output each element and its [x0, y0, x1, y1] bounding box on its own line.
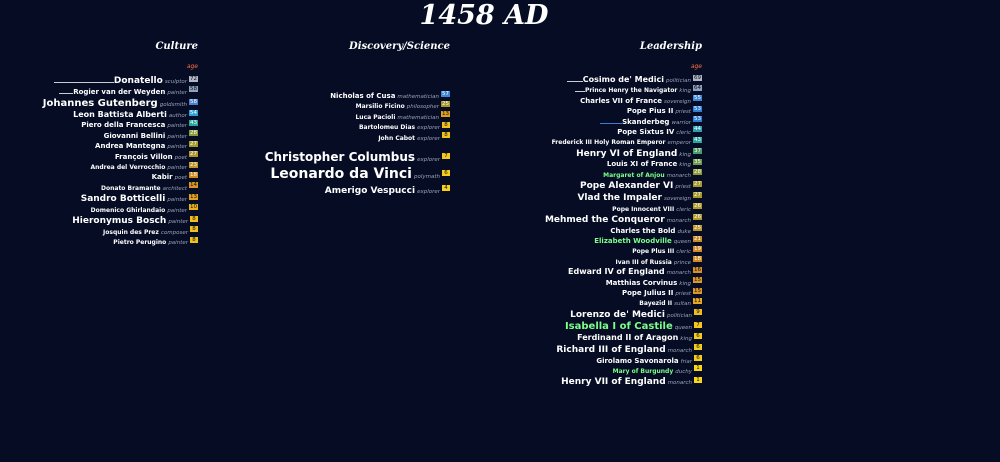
age-badge: 28	[190, 130, 197, 137]
person-name[interactable]: Piero della Francesca	[81, 121, 166, 130]
age-badge: 8	[442, 132, 450, 138]
person-role: monarch	[666, 217, 691, 224]
person-role: polymath	[413, 173, 440, 180]
person-name[interactable]: Edward IV of England	[568, 267, 665, 277]
person-row	[0, 128, 198, 138]
person-name[interactable]: Frederick III Holy Roman Emperor	[551, 139, 666, 147]
person-role: sculptor	[164, 79, 187, 85]
person-name[interactable]: Richard III of England	[556, 344, 666, 355]
person-role: author	[168, 113, 187, 120]
age-badge: 54	[190, 109, 197, 116]
person-name[interactable]: Ferdinand II of Aragon	[577, 333, 679, 343]
age-badge: 9	[694, 309, 702, 315]
person-role: mathematician	[397, 114, 439, 121]
person-row	[0, 180, 198, 190]
person-name[interactable]: Kabir	[151, 173, 173, 182]
person-role: explorer	[417, 125, 440, 132]
person-row	[200, 148, 450, 164]
person-name[interactable]: Giovanni Bellini	[103, 131, 166, 140]
person-role: goldsmith	[159, 102, 187, 109]
column-header: Leadership	[639, 41, 702, 52]
person-name[interactable]: Mehmed the Conqueror	[544, 214, 665, 225]
age-badge: 11	[694, 297, 701, 304]
age-badge: 25	[694, 225, 701, 232]
person-row	[0, 138, 198, 151]
person-role: emperor	[667, 140, 691, 147]
person-row	[460, 114, 702, 124]
person-name[interactable]: Margaret of Anjou	[603, 171, 665, 179]
person-name[interactable]: Bartolomeu Dias	[358, 124, 416, 132]
person-row	[200, 109, 450, 119]
age-badge: 53	[694, 116, 701, 123]
person-role: king	[679, 88, 691, 95]
person-name[interactable]: Hieronymus Bosch	[72, 216, 167, 227]
person-name[interactable]: Luca Pacioli	[355, 113, 396, 121]
person-name[interactable]: Leon Battista Alberti	[73, 110, 167, 120]
page-title: 1458 AD	[419, 0, 549, 31]
person-name[interactable]: Amerigo Vespucci	[324, 185, 416, 196]
age-badge: 8	[190, 216, 198, 222]
person-name[interactable]: Sandro Botticelli	[80, 194, 166, 205]
person-role: duke	[677, 228, 691, 235]
person-name[interactable]: Bayezid II	[639, 300, 673, 308]
person-role: poet	[174, 154, 187, 161]
person-name[interactable]: Pope Alexander VI	[579, 181, 674, 192]
person-name[interactable]: Rogier van der Weyden	[73, 87, 166, 96]
column-leadership	[460, 40, 702, 388]
person-name[interactable]: Pope Innocent VIII	[612, 205, 675, 213]
person-name[interactable]: Johannes Gutenberg	[42, 98, 158, 110]
person-name[interactable]: Pietro Perugino	[113, 239, 167, 247]
age-badge: 13	[190, 193, 197, 200]
age-badge: 6	[694, 344, 702, 350]
person-role: queen	[673, 239, 691, 246]
person-role: painter	[167, 133, 187, 140]
person-role: sovereign	[663, 195, 691, 202]
column-culture	[0, 40, 198, 245]
person-list	[460, 72, 702, 388]
age-badge: 10	[190, 204, 197, 211]
person-row	[0, 149, 198, 159]
age-badge: 27	[694, 180, 701, 187]
person-row	[0, 84, 198, 94]
person-role: monarch	[667, 380, 692, 387]
person-name[interactable]: Charles VII of France	[580, 96, 662, 105]
age-badge: 1	[694, 377, 702, 383]
person-name[interactable]: Matthias Corvinus	[605, 278, 678, 287]
age-badge: 8	[442, 122, 450, 128]
person-row	[200, 119, 450, 132]
person-role: queen	[674, 325, 692, 332]
person-row	[460, 373, 702, 388]
age-badge: 28	[694, 169, 701, 176]
person-role: friar	[680, 358, 692, 365]
age-badge: 14	[190, 182, 197, 189]
person-name[interactable]: Andrea del Verrocchio	[90, 164, 166, 172]
person-role: monarch	[666, 172, 691, 179]
person-row	[0, 72, 198, 84]
age-badge: 18	[190, 171, 197, 178]
lifespan-bar	[54, 82, 114, 83]
person-role: painter	[168, 240, 188, 247]
age-badge: 7	[694, 322, 702, 328]
person-role: painter	[167, 197, 187, 204]
person-role: king	[680, 336, 692, 343]
person-name[interactable]: Donatello	[113, 76, 163, 86]
person-role: painter	[167, 123, 187, 130]
person-name[interactable]: Henry VI of England	[576, 148, 678, 159]
age-badge: 15	[694, 277, 701, 284]
person-row	[460, 275, 702, 285]
age-badge: 6	[694, 355, 702, 361]
person-name[interactable]: Elizabeth Woodville	[594, 237, 672, 246]
person-name[interactable]: Isabella I of Castile	[564, 321, 673, 333]
age-badge: 64	[694, 84, 701, 91]
person-name[interactable]: Donato Bramante	[101, 184, 161, 192]
age-badge: 6	[694, 333, 702, 339]
person-name[interactable]: Marsilio Ficino	[355, 103, 405, 111]
age-badge: 27	[694, 192, 701, 199]
person-row	[200, 164, 450, 182]
person-role: prince	[673, 259, 691, 266]
person-role: explorer	[417, 188, 440, 195]
person-row	[200, 182, 450, 194]
person-row	[0, 234, 198, 247]
person-name[interactable]: Leonardo da Vinci	[270, 165, 412, 182]
person-name[interactable]: John Cabot	[378, 134, 416, 142]
age-badge: 23	[190, 161, 197, 168]
person-role: painter	[168, 219, 188, 226]
person-role: priest	[675, 291, 691, 297]
age-badge: 57	[442, 90, 449, 97]
age-badge: 44	[694, 126, 701, 133]
person-role: painter	[167, 207, 187, 214]
person-row	[460, 82, 702, 95]
person-row	[460, 341, 702, 353]
person-name[interactable]: Christopher Columbus	[264, 149, 416, 164]
person-role: king	[679, 151, 691, 158]
age-badge: 8	[190, 226, 198, 232]
person-role: duchy	[675, 368, 692, 375]
person-role: philosopher	[406, 104, 439, 111]
age-badge: 27	[190, 140, 197, 147]
person-name[interactable]: Nicholas of Cusa	[330, 92, 396, 100]
person-role: composer	[160, 229, 188, 236]
person-row	[200, 88, 450, 98]
person-name[interactable]: Girolamo Savonarola	[596, 356, 679, 365]
person-name[interactable]: Henry VII of England	[561, 377, 666, 388]
person-name[interactable]: François Villon	[114, 152, 173, 161]
age-badge: 72	[190, 75, 197, 82]
person-name[interactable]: Lorenzo de' Medici	[570, 309, 665, 320]
age-badge: 19	[694, 245, 701, 252]
person-role: politician	[665, 78, 691, 84]
column-discovery	[200, 40, 450, 196]
person-role: priest	[675, 109, 691, 116]
person-row	[460, 93, 702, 103]
person-row	[200, 98, 450, 111]
column-header: Culture	[155, 41, 198, 52]
age-label: age	[690, 63, 702, 70]
age-badge: 25	[442, 100, 449, 107]
person-role: sovereign	[663, 98, 691, 105]
person-role: sultan	[674, 301, 691, 308]
age-badge: 58	[190, 98, 197, 105]
person-role: cleric	[676, 249, 691, 256]
person-name[interactable]: Andrea Mantegna	[95, 142, 166, 151]
age-badge: 4	[442, 185, 450, 191]
person-role: painter	[167, 89, 187, 96]
person-name[interactable]: Josquin des Prez	[103, 228, 159, 236]
person-role: monarch	[667, 347, 692, 354]
person-row	[460, 72, 702, 82]
person-role: mathematician	[397, 94, 439, 100]
age-badge: 18	[694, 256, 701, 263]
age-badge: 53	[694, 105, 701, 112]
age-label	[200, 62, 450, 72]
person-row	[0, 94, 198, 110]
age-badge: 58	[190, 86, 197, 93]
age-badge: 13	[442, 111, 449, 118]
person-name[interactable]: Pope Sixtus IV	[617, 127, 675, 136]
age-badge: 43	[694, 136, 701, 143]
person-role: poet	[174, 175, 187, 182]
person-list	[0, 72, 198, 245]
age-badge: 15	[694, 287, 701, 294]
person-name[interactable]: Cosimo de' Medici	[582, 75, 664, 84]
age-badge: 1	[694, 365, 702, 371]
age-badge: 35	[694, 158, 701, 165]
age-badge: 26	[694, 214, 701, 221]
person-name[interactable]: Ivan III of Russia	[615, 258, 672, 266]
person-row	[460, 306, 702, 318]
person-role: politician	[666, 312, 692, 319]
person-role: architect	[162, 185, 187, 192]
person-name[interactable]: Skanderbeg	[622, 117, 670, 126]
age-badge: 69	[694, 74, 701, 81]
age-badge: 7	[442, 153, 450, 159]
age-badge: 43	[190, 119, 197, 126]
age-badge: 16	[694, 266, 701, 273]
person-row	[460, 177, 702, 192]
person-row	[0, 190, 198, 205]
column-header: Discovery/Science	[349, 41, 450, 52]
age-badge: 6	[442, 170, 450, 176]
person-role: explorer	[417, 135, 440, 142]
person-role: priest	[675, 184, 691, 191]
person-list	[200, 72, 450, 196]
person-role: cleric	[676, 206, 691, 213]
person-row	[460, 254, 702, 264]
person-row	[0, 212, 198, 227]
person-row	[460, 167, 702, 177]
person-name[interactable]: Domenico Ghirlandaio	[90, 206, 166, 214]
age-badge: 27	[190, 151, 197, 158]
person-role: king	[679, 280, 691, 287]
person-name[interactable]: Vlad the Impaler	[577, 192, 662, 203]
person-role: cleric	[676, 129, 691, 136]
person-name[interactable]: Louis XI of France	[606, 160, 678, 169]
person-row	[200, 130, 450, 140]
person-name[interactable]: Pope Pius II	[626, 107, 674, 116]
person-role: monarch	[666, 270, 691, 277]
person-role: painter	[167, 165, 187, 172]
age-badge: 37	[694, 148, 701, 155]
person-name[interactable]: Mary of Burgundy	[612, 367, 674, 375]
person-role: warrior	[671, 119, 691, 126]
person-row	[460, 330, 702, 343]
person-name[interactable]: Charles the Bold	[610, 226, 676, 235]
age-badge: 21	[694, 235, 701, 242]
person-row	[460, 145, 702, 157]
person-row	[0, 117, 198, 130]
age-badge: 26	[694, 203, 701, 210]
age-badge: 8	[190, 237, 198, 243]
person-name[interactable]: Pope Plus III	[632, 248, 675, 256]
age-badge: 55	[694, 95, 701, 102]
person-name[interactable]: Prince Henry the Navigator	[584, 87, 678, 95]
person-role: explorer	[417, 156, 440, 163]
person-name[interactable]: Pope Julius II	[621, 289, 674, 297]
person-role: painter	[167, 144, 187, 151]
age-label: age	[186, 63, 198, 70]
person-role: king	[679, 162, 691, 169]
